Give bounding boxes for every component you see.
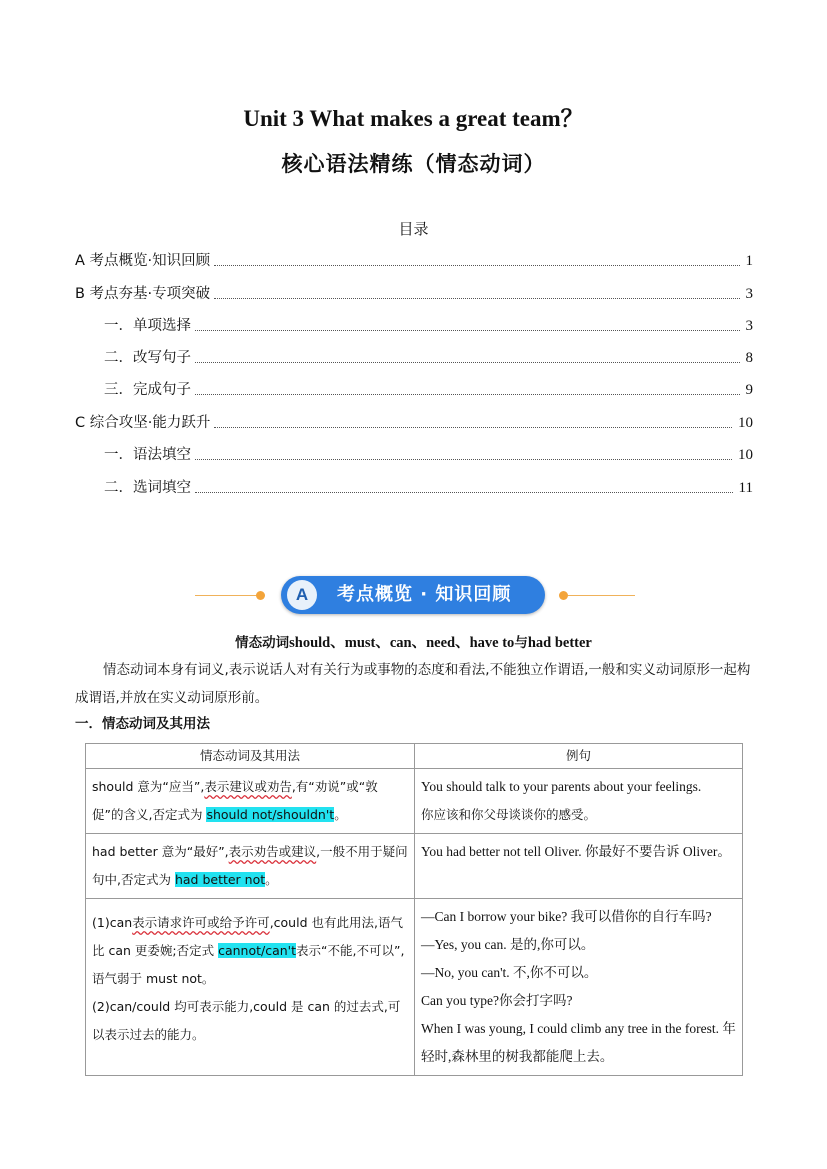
- toc-item-c1[interactable]: [104, 444, 753, 464]
- underlined-text: 表示建议或劝告: [204, 779, 292, 794]
- toc-item-c[interactable]: [75, 412, 753, 432]
- example-sentence: You had better not tell Oliver. 你最好不要告诉 Oliver。: [421, 844, 731, 859]
- toc-page-number: 10: [738, 447, 753, 463]
- example-sentence: —No, you can't. 不,你不可以。: [421, 965, 598, 980]
- highlighted-text: should not/shouldn't: [206, 807, 335, 822]
- banner-dot-right: [559, 591, 568, 600]
- modal-verbs-heading: [0, 631, 827, 652]
- toc-page-number: 3: [745, 286, 753, 302]
- table-row: [86, 834, 743, 899]
- banner-line-left: [195, 595, 257, 596]
- usage-table: [85, 743, 743, 1076]
- example-sentence: When I was young, I could climb any tree in the forest. 年轻时,森林里的树我都能爬上去。: [421, 1021, 736, 1064]
- toc-item-b3[interactable]: [104, 379, 753, 399]
- toc-leader: [195, 492, 733, 493]
- highlighted-text: cannot/can't: [218, 943, 297, 958]
- toc-page-number: 11: [738, 480, 753, 496]
- example-sentence: Can you type?你会打字吗?: [421, 993, 573, 1008]
- example-sentence: —Can I borrow your bike? 我可以借你的自行车吗?: [421, 909, 712, 924]
- toc-page-number: 3: [745, 318, 753, 334]
- toc-item-c2[interactable]: [104, 477, 753, 497]
- unit-title: Unit 3 What makes a great team？: [243, 106, 584, 131]
- intro-paragraph: 情态动词本身有词义,表示说话人对有关行为或事物的态度和看法,不能独立作谓语,一般和实义动词原形一起构成谓语,并放在实义动词原形前。: [75, 662, 751, 706]
- banner-text: 考点概览 · 知识回顾: [337, 584, 512, 605]
- toc-leader: [195, 459, 732, 460]
- toc-page-number: 1: [745, 253, 753, 269]
- toc-page-number: 10: [738, 415, 753, 431]
- usage-text: ,could 也有此用法,语气比 can 更委婉;否定式: [92, 915, 403, 958]
- table-row: [86, 769, 743, 834]
- highlighted-text: had better not: [174, 872, 266, 887]
- underlined-text: 表示劝告或建议: [228, 844, 317, 859]
- toc-page-number: 9: [745, 382, 753, 398]
- example-cell: [415, 899, 743, 1076]
- usage-text: should 意为“应当”,: [92, 779, 205, 794]
- toc-item-b1[interactable]: [104, 315, 753, 335]
- toc-label: 一．语法填空: [104, 447, 191, 463]
- toc-label: B 考点夯基·专项突破: [75, 286, 211, 302]
- grammar-subtitle: 核心语法精练（情态动词）: [281, 151, 546, 176]
- toc-label: 一．单项选择: [104, 318, 191, 334]
- usage-text: 表示“不能,不可以”,语气弱于 must not。: [92, 943, 405, 986]
- toc-label: 二．改写句子: [104, 350, 191, 366]
- toc-leader: [214, 298, 739, 299]
- banner-pill: [281, 576, 545, 614]
- part-heading: 一．情态动词及其用法: [75, 716, 210, 732]
- usage-text: had better 意为“最好”,: [92, 844, 229, 859]
- usage-text: ,一般不用于疑问句中,否定式为: [92, 844, 408, 887]
- toc-label: 二．选词填空: [104, 480, 191, 496]
- banner-letter-badge: A: [287, 580, 317, 610]
- usage-text: 。: [334, 807, 347, 822]
- toc-leader: [195, 394, 740, 395]
- usage-cell: [86, 769, 415, 834]
- toc-leader: [214, 265, 739, 266]
- table-row: [86, 899, 743, 1076]
- usage-cell: [86, 899, 415, 1076]
- usage-text: (2)can/could 均可表示能力,could 是 can 的过去式,可以表示过去的能力。: [92, 999, 401, 1042]
- example-cell: [415, 769, 743, 834]
- example-translation: 你应该和你父母谈谈你的感受。: [421, 807, 597, 822]
- table-header: 情态动词及其用法: [86, 744, 415, 769]
- example-sentence: You should talk to your parents about your feelings.: [421, 779, 702, 794]
- heading-zh-2: 与: [514, 635, 528, 651]
- table-header: 例句: [415, 744, 743, 769]
- usage-text: (1)can: [92, 915, 133, 930]
- underlined-text: 表示请求许可或给予许可: [132, 915, 270, 930]
- toc-label: A 考点概览·知识回顾: [75, 253, 211, 269]
- banner-dot-left: [256, 591, 265, 600]
- toc-heading: 目录: [398, 220, 429, 238]
- heading-en: should、must、can、need、have to: [289, 635, 515, 651]
- usage-text: ,有“劝说”或“敦促”的含义,否定式为: [92, 779, 378, 822]
- toc-label: C 综合攻坚·能力跃升: [75, 415, 211, 431]
- heading-en-2: had better: [527, 635, 592, 651]
- toc-leader: [195, 362, 740, 363]
- toc-item-b2[interactable]: [104, 347, 753, 367]
- toc-item-b[interactable]: [75, 283, 753, 303]
- toc-leader: [214, 427, 732, 428]
- toc-item-a[interactable]: [75, 250, 753, 270]
- banner-line-right: [568, 595, 635, 596]
- section-banner: [195, 574, 635, 618]
- heading-zh: 情态动词: [235, 635, 290, 651]
- usage-text: 。: [265, 872, 278, 887]
- toc-label: 三．完成句子: [104, 382, 191, 398]
- example-sentence: —Yes, you can. 是的,你可以。: [421, 937, 595, 952]
- toc-leader: [195, 330, 740, 331]
- table-header-row: [86, 744, 743, 769]
- usage-cell: [86, 834, 415, 899]
- example-cell: [415, 834, 743, 899]
- toc-page-number: 8: [745, 350, 753, 366]
